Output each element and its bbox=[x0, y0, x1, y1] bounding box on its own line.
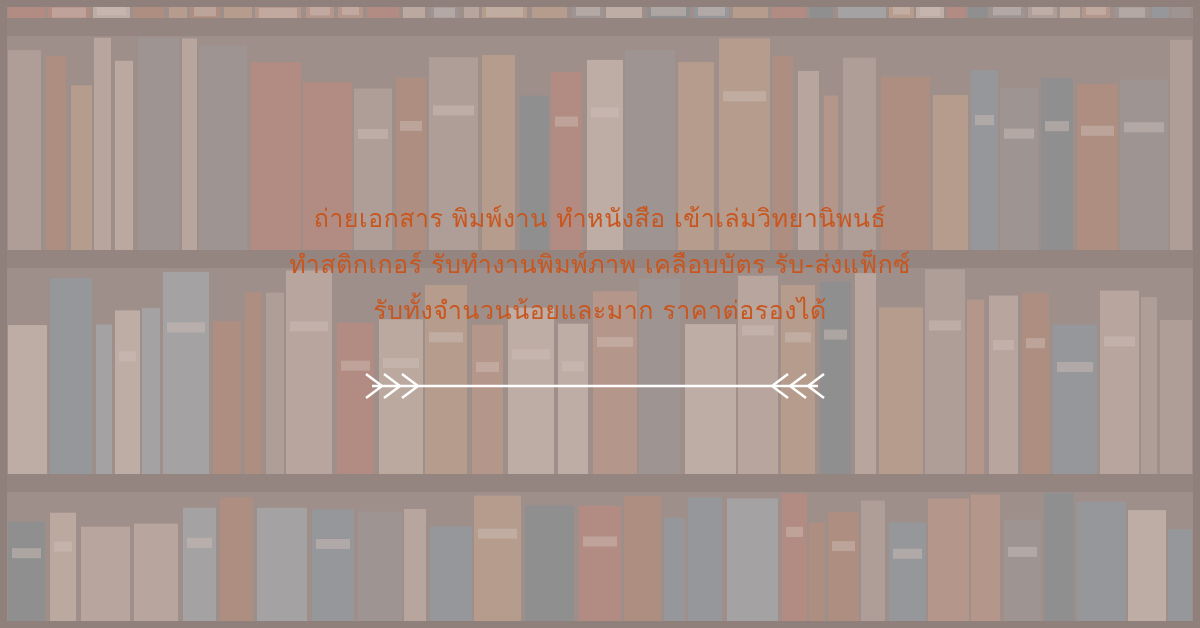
headline-line-1: ถ่ายเอกสาร พิมพ์งาน ทำหนังสือ เข้าเล่มวิทยานิพนธ์ bbox=[313, 204, 887, 233]
headline-line-2: ทำสติกเกอร์ รับทำงานพิมพ์ภาพ เคลือบบัตร รับ-ส่งแฟ็กซ์ bbox=[289, 250, 911, 279]
headline bbox=[0, 196, 1200, 334]
double-arrow-divider-icon bbox=[360, 368, 830, 404]
headline-line-3: รับทั้งจำนวนน้อยและมาก ราคาต่อรองได้ bbox=[373, 296, 827, 325]
